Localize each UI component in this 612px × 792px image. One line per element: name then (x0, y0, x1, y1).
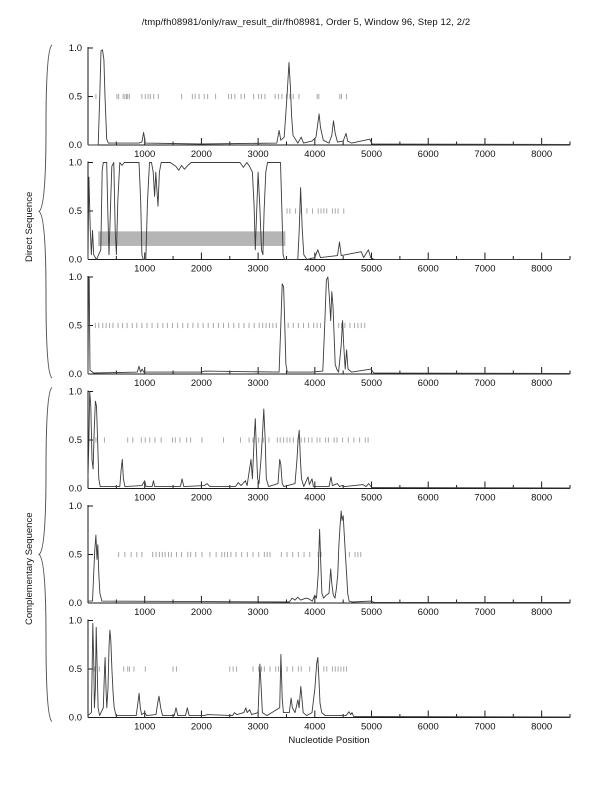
x-tick-label: 5000 (360, 149, 383, 160)
y-tick-label: 0.5 (68, 206, 82, 218)
probability-curve (88, 623, 570, 717)
x-tick-label: 6000 (417, 149, 439, 160)
y-tick-label: 0.5 (68, 435, 82, 447)
x-tick-label: 6000 (417, 492, 439, 504)
x-tick-label: 4000 (304, 263, 326, 275)
panel-axes (88, 47, 570, 145)
x-tick-label: 2000 (190, 607, 212, 618)
x-tick-label: 3000 (247, 607, 269, 618)
x-axis-label: Nucleotide Position (288, 735, 370, 746)
x-tick-label: 2000 (190, 149, 212, 160)
probability-curve (88, 511, 570, 603)
x-tick-label: 7000 (474, 721, 496, 733)
x-tick-label: 5000 (360, 263, 383, 275)
x-tick-label: 4000 (304, 149, 326, 160)
x-tick-label: 8000 (531, 263, 553, 275)
y-tick-label: 1.0 (68, 43, 82, 55)
x-tick-label: 8000 (531, 492, 553, 504)
x-tick-label: 2000 (190, 492, 212, 504)
direct-sequence-brace (39, 45, 52, 378)
x-tick-label: 6000 (417, 263, 439, 275)
x-tick-label: 1000 (134, 149, 156, 160)
codon-marker-row (96, 94, 347, 99)
y-tick-label: 1.0 (68, 615, 82, 627)
x-tick-label: 6000 (417, 607, 439, 618)
x-tick-label: 8000 (531, 721, 553, 733)
y-tick-label: 0.0 (68, 483, 82, 495)
complementary-sequence-brace (39, 388, 52, 722)
panel-complementary-frame-1 (69, 387, 570, 504)
x-tick-label: 5000 (360, 378, 383, 389)
panel-direct-frame-2 (69, 158, 570, 275)
x-tick-label: 3000 (247, 378, 269, 389)
chart-title: /tmp/fh08981/only/raw_result_dir/fh08981, Order 5, Window 96, Step 12, 2/2 (141, 17, 471, 28)
x-tick-label: 5000 (360, 721, 383, 733)
x-tick-label: 1000 (134, 721, 156, 733)
y-tick-label: 0.0 (68, 369, 82, 381)
panel-axes (88, 391, 570, 489)
panel-complementary-frame-3 (69, 616, 570, 733)
x-tick-label: 4000 (304, 721, 326, 733)
y-tick-label: 0.0 (68, 140, 82, 152)
x-tick-label: 6000 (417, 721, 439, 733)
codon-marker-row (119, 552, 361, 557)
y-tick-label: 0.0 (68, 254, 82, 266)
y-tick-label: 1.0 (68, 501, 82, 513)
x-tick-label: 6000 (417, 378, 439, 389)
x-tick-label: 3000 (247, 149, 269, 160)
x-tick-label: 8000 (531, 607, 553, 618)
codon-marker-row (287, 208, 344, 213)
x-tick-label: 3000 (247, 492, 269, 504)
x-tick-label: 4000 (304, 378, 326, 389)
probability-curve (88, 277, 570, 374)
x-tick-label: 8000 (531, 149, 553, 160)
y-tick-label: 0.5 (68, 91, 82, 103)
y-tick-label: 0.5 (68, 664, 82, 676)
panel-complementary-frame-2 (69, 501, 570, 618)
x-tick-label: 1000 (134, 607, 156, 618)
predicted-gene-highlight-bar (98, 231, 285, 246)
x-tick-label: 4000 (304, 492, 326, 504)
y-tick-label: 1.0 (68, 157, 82, 169)
x-tick-label: 4000 (304, 607, 326, 618)
x-tick-label: 7000 (474, 492, 496, 504)
x-tick-label: 7000 (474, 263, 496, 275)
x-tick-label: 3000 (247, 721, 269, 733)
complementary-sequence-label: Complementary Sequence (24, 512, 35, 625)
x-tick-label: 8000 (531, 378, 553, 389)
y-tick-label: 1.0 (68, 272, 82, 284)
y-tick-label: 0.5 (68, 320, 82, 332)
x-tick-label: 1000 (134, 492, 156, 504)
codon-marker-row (96, 437, 368, 442)
probability-curve (88, 392, 570, 489)
direct-sequence-label: Direct Sequence (24, 191, 35, 262)
y-tick-label: 0.0 (68, 712, 82, 724)
probability-curve (88, 50, 570, 145)
x-tick-label: 2000 (190, 378, 212, 389)
y-tick-label: 0.0 (68, 598, 82, 610)
x-tick-label: 2000 (190, 721, 212, 733)
x-tick-label: 7000 (474, 149, 496, 160)
x-tick-label: 5000 (360, 607, 383, 618)
x-tick-label: 7000 (474, 378, 496, 389)
x-tick-label: 7000 (474, 607, 496, 618)
y-tick-label: 0.5 (68, 549, 82, 561)
x-tick-label: 5000 (360, 492, 383, 504)
panel-direct-frame-1 (69, 43, 570, 160)
x-tick-label: 1000 (134, 378, 156, 389)
y-tick-label: 1.0 (68, 386, 82, 398)
panel-direct-frame-3 (69, 272, 570, 389)
x-tick-label: 2000 (190, 263, 212, 275)
x-tick-label: 1000 (134, 263, 156, 275)
codon-marker-row (95, 666, 347, 671)
x-tick-label: 3000 (247, 263, 269, 275)
